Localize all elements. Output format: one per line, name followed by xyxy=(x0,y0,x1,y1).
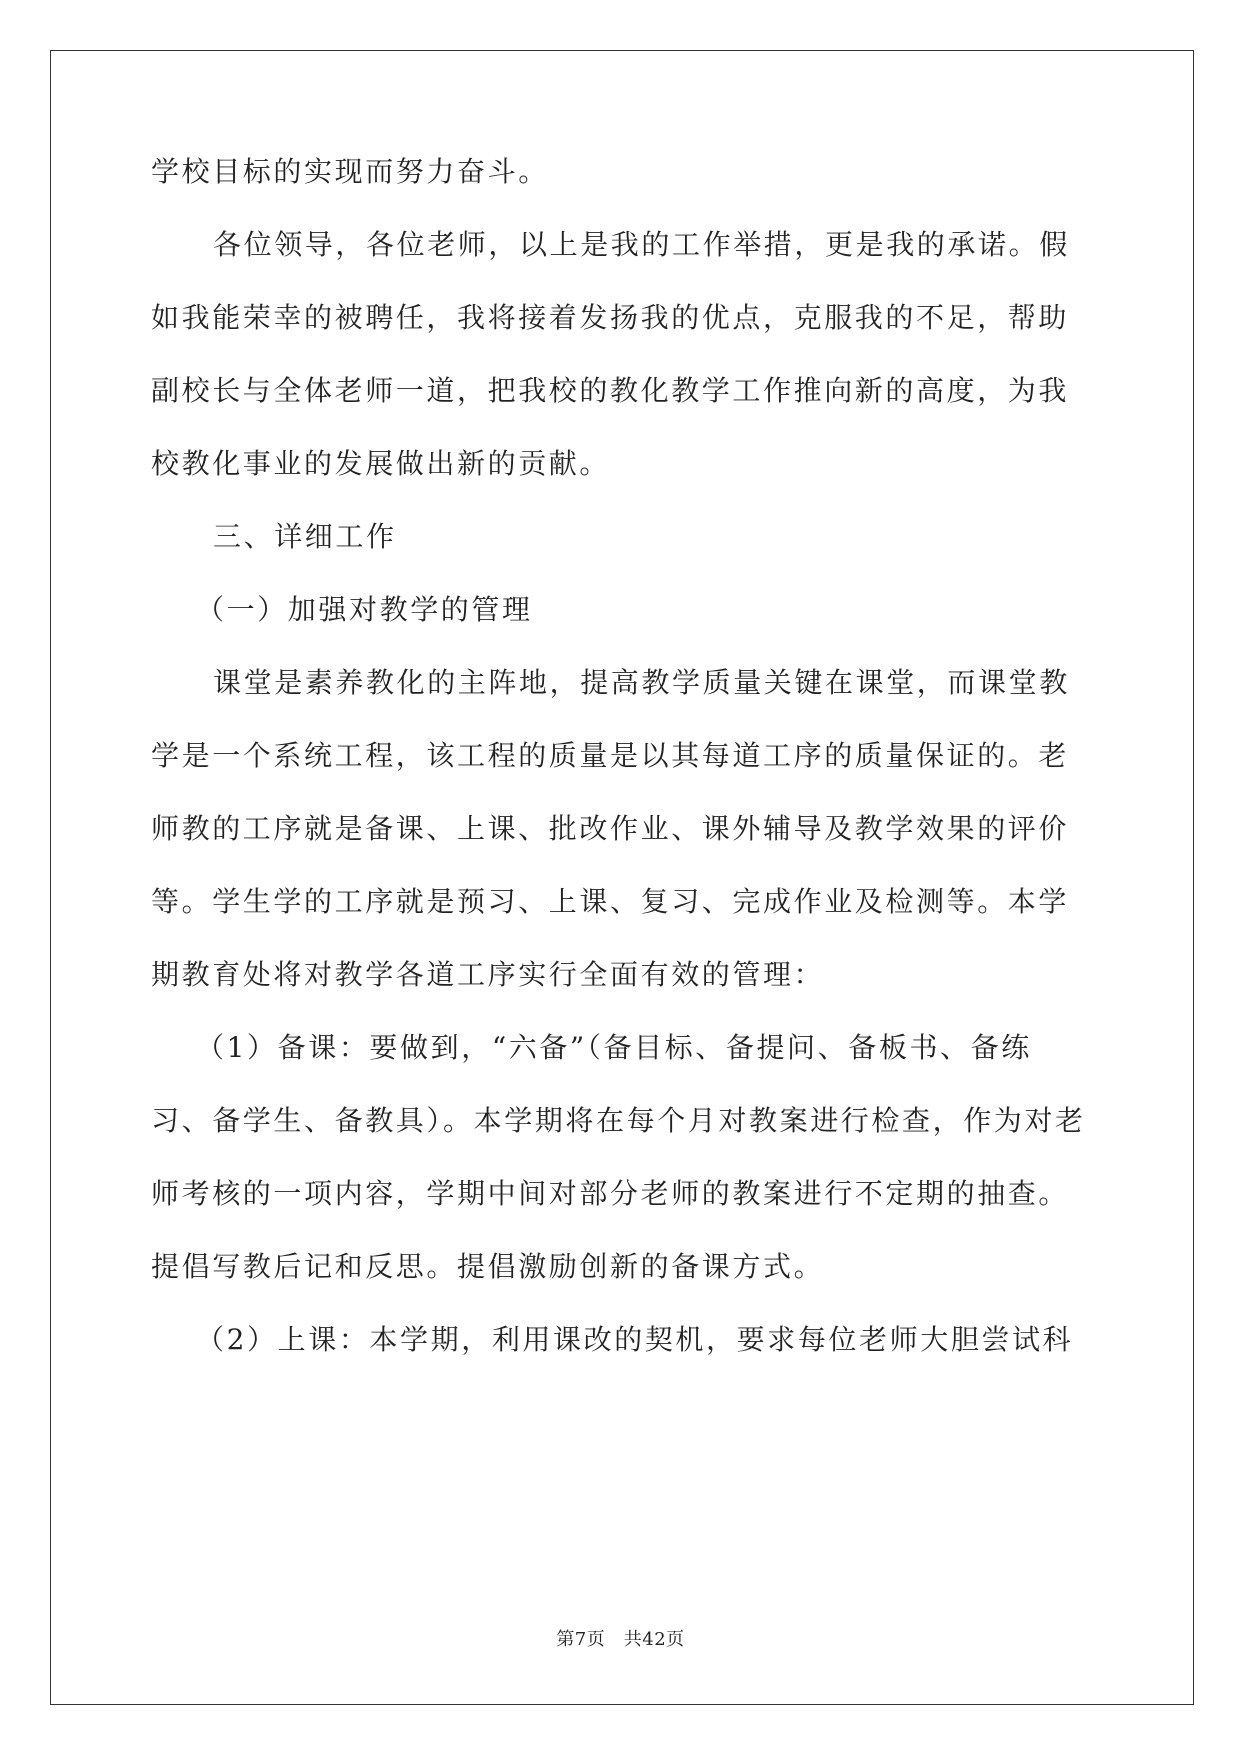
subsection-heading: （一）加强对教学的管理 xyxy=(196,593,533,626)
text-line: 副校长与全体老师一道，把我校的教化教学工作推向新的高度，为我 xyxy=(151,374,1070,407)
text-line: （2）上课：本学期，利用课改的契机，要求每位老师大胆尝试科 xyxy=(196,1323,1074,1356)
text-line: 各位领导，各位老师，以上是我的工作举措，更是我的承诺。假 xyxy=(213,228,1070,261)
section-heading: 三、详细工作 xyxy=(213,520,397,553)
text-line: 如我能荣幸的被聘任，我将接着发扬我的优点，克服我的不足，帮助 xyxy=(151,301,1070,334)
text-line: 师教的工序就是备课、上课、批改作业、课外辅导及教学效果的评价 xyxy=(151,812,1070,845)
text-line: 学校目标的实现而努力奋斗。 xyxy=(151,155,549,188)
text-line: 校教化事业的发展做出新的贡献。 xyxy=(151,447,611,480)
text-line: 课堂是素养教化的主阵地，提高教学质量关键在课堂，而课堂教 xyxy=(213,666,1070,699)
text-line: 师考核的一项内容，学期中间对部分老师的教案进行不定期的抽查。 xyxy=(151,1177,1070,1210)
page-footer xyxy=(0,1628,1241,1652)
page-number-label: 第7页 共42页 xyxy=(556,1629,685,1650)
text-line: （1）备课：要做到，“六备”（备目标、备提问、备板书、备练 xyxy=(196,1031,1032,1064)
text-line: 提倡写教后记和反思。提倡激励创新的备课方式。 xyxy=(151,1250,825,1283)
text-line: 期教育处将对教学各道工序实行全面有效的管理： xyxy=(151,958,825,991)
text-line: 学是一个系统工程，该工程的质量是以其每道工序的质量保证的。老 xyxy=(151,739,1070,772)
text-line: 等。学生学的工序就是预习、上课、复习、完成作业及检测等。本学 xyxy=(151,885,1070,918)
text-line: 习、备学生、备教具）。本学期将在每个月对教案进行检查，作为对老 xyxy=(151,1104,1086,1137)
